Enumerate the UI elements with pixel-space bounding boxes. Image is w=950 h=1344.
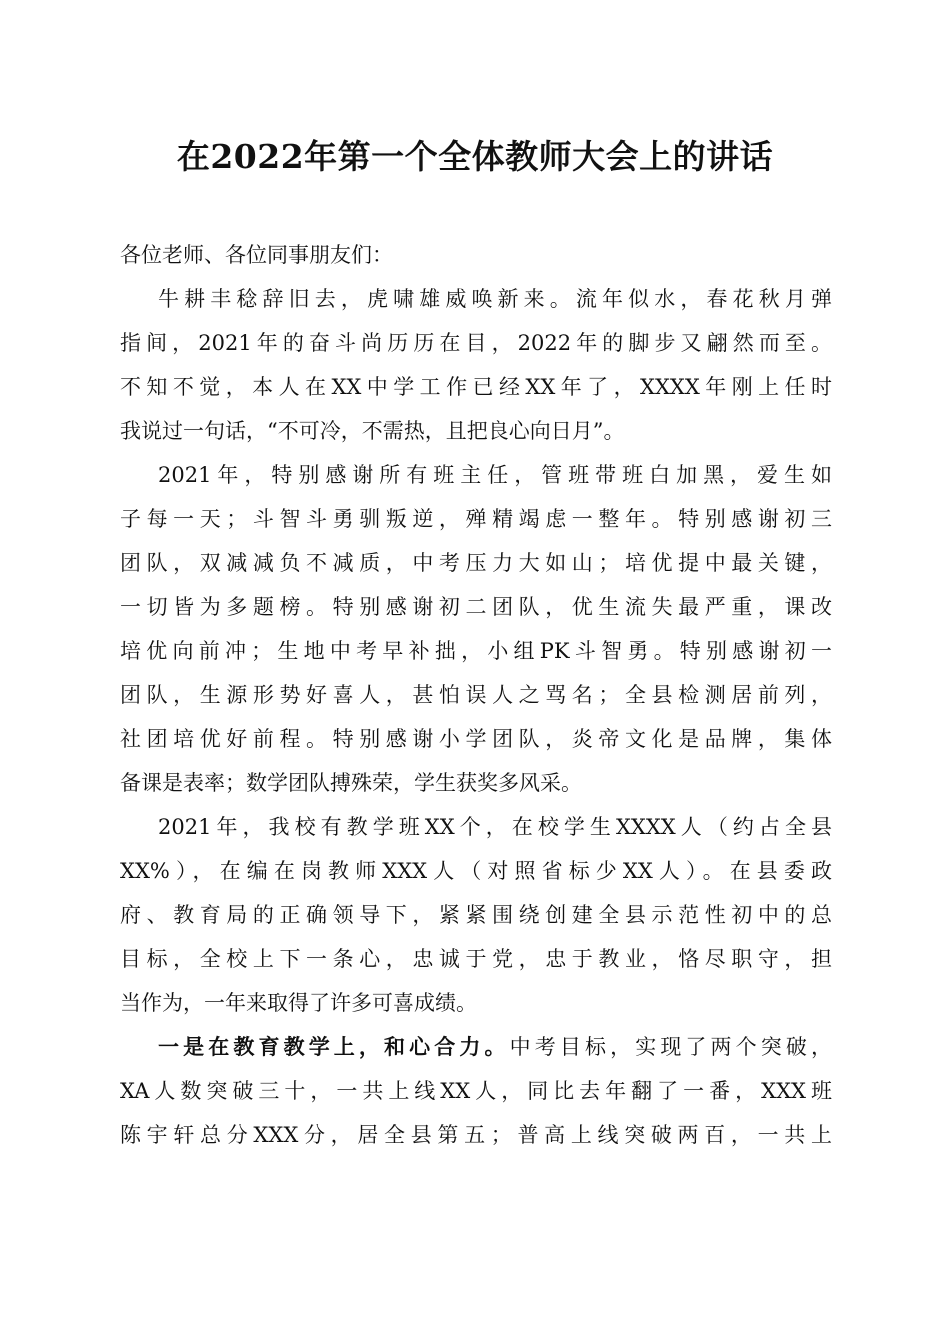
- paragraph-2-line-3: 团队，双减减负不减质，中考压力大如山；培优提中最关键，: [120, 551, 832, 575]
- paragraph-4-line-3: 陈宇轩总分XXX分，居全县第五；普高上线突破两百，一共上: [120, 1123, 832, 1147]
- paragraph-3-line-2: XX%），在编在岗教师XXX人（对照省标少XX人）。在县委政: [120, 859, 832, 883]
- document-title: 在2022年第一个全体教师大会上的讲话: [176, 137, 774, 176]
- paragraph-2-line-2: 子每一天；斗智斗勇驯叛逆，殚精竭虑一整年。特别感谢初三: [120, 507, 832, 531]
- paragraph-4-lead: 一是在教育教学上，和心合力。: [158, 1034, 510, 1059]
- paragraph-2-line-1: 2021年，特别感谢所有班主任，管班带班白加黑，爱生如: [158, 463, 832, 487]
- document-body: [120, 233, 832, 1157]
- paragraph-1-line-4: 我说过一句话，“不可冷，不需热，且把良心向日月”。: [120, 419, 625, 443]
- paragraph-1-line-2: 指间，2021年的奋斗尚历历在目，2022年的脚步又翩然而至。: [120, 331, 832, 355]
- paragraph-4-line-1-text: 中考目标，实现了两个突破，: [509, 1035, 832, 1059]
- paragraph-3-line-1: 2021年，我校有教学班XX个，在校学生XXXX人（约占全县: [158, 815, 832, 839]
- paragraph-2-line-4: 一切皆为多题榜。特别感谢初二团队，优生流失最严重，课改: [120, 595, 832, 619]
- paragraph-2-line-5: 培优向前冲；生地中考早补拙，小组PK斗智勇。特别感谢初一: [120, 639, 832, 663]
- salutation: 各位老师、各位同事朋友们：: [120, 243, 393, 267]
- paragraph-4-line-2: XA人数突破三十，一共上线XX人，同比去年翻了一番，XXX班: [120, 1079, 832, 1103]
- paragraph-2-line-6: 团队，生源形势好喜人，甚怕误人之骂名；全县检测居前列，: [120, 683, 832, 707]
- paragraph-2-line-8: 备课是表率；数学团队搏殊荣，学生获奖多风采。: [120, 771, 582, 795]
- paragraph-1-line-3: 不知不觉，本人在XX中学工作已经XX年了，XXXX年刚上任时: [120, 375, 832, 399]
- paragraph-2-line-7: 社团培优好前程。特别感谢小学团队，炎帝文化是品牌，集体: [120, 727, 832, 751]
- paragraph-1-line-1: 牛耕丰稔辞旧去，虎啸雄威唤新来。流年似水，春花秋月弹: [158, 287, 832, 311]
- paragraph-3-line-3: 府、教育局的正确领导下，紧紧围绕创建全县示范性初中的总: [120, 903, 832, 927]
- paragraph-4-line-1: [120, 1025, 832, 1069]
- paragraph-3-line-4: 目标，全校上下一条心，忠诚于党，忠于教业，恪尽职守，担: [120, 947, 832, 971]
- paragraph-3-line-5: 当作为，一年来取得了许多可喜成绩。: [120, 991, 477, 1015]
